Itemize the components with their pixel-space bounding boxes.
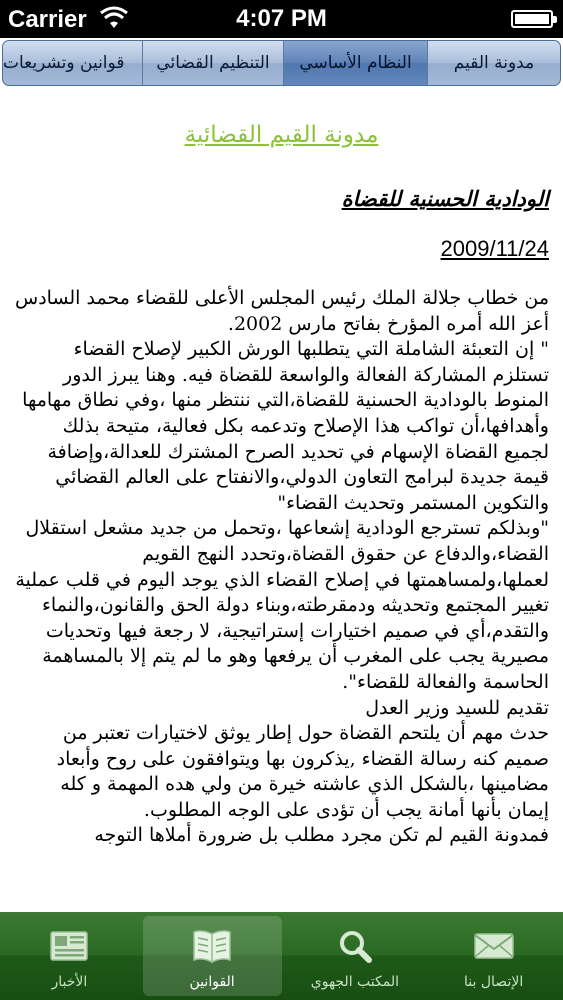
tab-contact-label: الإتصال بنا (464, 974, 524, 990)
clock: 4:07 PM (236, 5, 327, 32)
paragraph: فمدونة القيم لم تكن مجرد مطلب بل ضرورة أملاها التوجه (94, 824, 549, 847)
status-bar (0, 0, 563, 38)
envelope-icon (472, 926, 516, 966)
paragraph: من خطاب جلالة الملك رئيس المجلس الأعلى للقضاء محمد السادس أعز الله أمره المؤرخ بفاتح مارس 2002. (15, 287, 549, 335)
tab-news[interactable] (0, 912, 139, 1000)
tab-laws[interactable] (143, 916, 282, 996)
top-segment-bar (0, 38, 563, 88)
article-content[interactable] (0, 88, 563, 912)
article-date: 2009/11/24 (440, 236, 549, 261)
carrier-label: Carrier (8, 6, 87, 33)
battery-icon (511, 10, 553, 28)
segment-values-code[interactable]: مدونة القيم (427, 41, 560, 85)
segment-laws[interactable]: قوانين وتشريعات (3, 53, 125, 73)
page-title: مدونة القيم القضائية (184, 122, 379, 148)
paragraph: "وبذلكم تسترجع الودادية إشعاعها ،وتحمل من جديد مشعل استقلال القضاء،والدفاع عن حقوق القضاة،وتحدد النهج القويم لعملها،ولمساهمتها في إصلاح القضاء الذي يوجد اليوم في قلب عملية تغيير المجتمع وتحديثه ودمقرطته،وبناء دولة الحق والقانون،والنماء والتقدم،أي في صميم اختيارات إستراتيجية، لا رجعة فيها وتحديات مصيرية يجب على المغرب أن يرفعها وهو ما لم يتم إلا بالمساهمة الحاسمة والفعالة للقضاء". (15, 517, 549, 693)
newspaper-icon (47, 926, 91, 966)
tab-contact[interactable] (424, 912, 563, 1000)
paragraph: تقديم للسيد وزير العدل (365, 696, 549, 719)
bottom-tab-bar (0, 912, 563, 1000)
tab-laws-label: القوانين (189, 974, 235, 990)
segmented-control (2, 40, 561, 86)
segment-judicial-organization[interactable]: التنظيم القضائي (142, 41, 283, 85)
search-icon (333, 926, 377, 966)
tab-news-label: الأخبار (51, 974, 88, 990)
tab-regional-office[interactable] (286, 912, 425, 1000)
article-subtitle: الودادية الحسنية للقضاة (341, 186, 549, 211)
paragraph: حدث مهم أن يلتحم القضاة حول إطار يوثق لاختيارات تعتبر من صميم كنه رسالة القضاء ,يذكرون بها ويتوافقون على روح وأبعاد مضامينها ،بالشكل الذي عاشته خيرة من ولي هده المهمة و كله إيمان بأنها أمانة يجب أن تؤدى على الوجه المطلوب. (56, 722, 549, 821)
segment-basic-statute[interactable]: النظام الأساسي (283, 41, 427, 85)
article-body (14, 286, 549, 849)
book-icon (190, 926, 234, 966)
tab-regional-office-label: المكتب الجهوي (310, 974, 399, 990)
paragraph: " إن التعبئة الشاملة التي يتطلبها الورش الكبير لإصلاح القضاء تستلزم المشاركة الفعالة والواسعة للقضاة فيه. وهنا يبرز الدور المنوط بالودادية الحسنية للقضاة،التي ننتظر منها ،وفي نطاق مهامها وأهدافها،أن تواكب هذا الإصلاح وتدعمه بكل فعالية، متيحة بذلك لجميع القضاة الإسهام في تحديد الصرح المشترك للعدالة،وإضافة قيمة جديدة لبرامج التعاون الدولي،والانفتاح على العالم القضائي والتكوين المستمر وتحديث القضاء" (22, 338, 549, 514)
